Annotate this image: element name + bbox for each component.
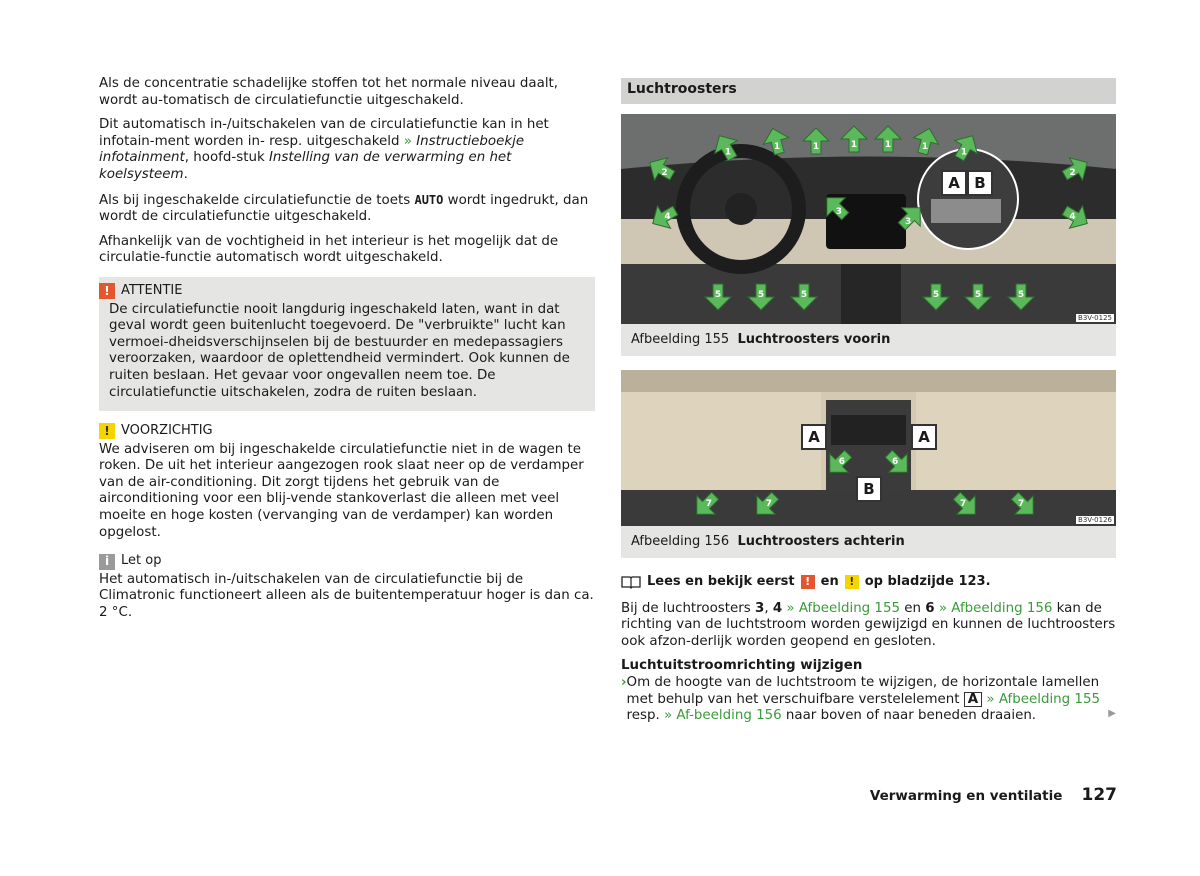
figure-link[interactable]: » Afbeelding 156 bbox=[934, 600, 1053, 616]
airflow-arrow-icon bbox=[1009, 490, 1039, 520]
text: . bbox=[183, 166, 188, 182]
book-icon bbox=[621, 575, 641, 589]
figure-link[interactable]: » Afbeelding 155 bbox=[782, 600, 900, 616]
section-title: Luchtroosters bbox=[621, 78, 1116, 104]
svg-text:7: 7 bbox=[1018, 499, 1025, 510]
svg-text:2: 2 bbox=[661, 168, 668, 178]
page-number: 127 bbox=[1081, 785, 1117, 805]
note-header bbox=[99, 553, 595, 570]
right-body bbox=[621, 574, 1116, 725]
svg-text:3: 3 bbox=[905, 216, 912, 227]
text: , hoofd-stuk bbox=[184, 150, 269, 166]
svg-text:4: 4 bbox=[664, 212, 671, 222]
element-a-label: A bbox=[964, 692, 982, 707]
paragraph bbox=[621, 601, 1116, 651]
figure-link[interactable]: » Afbeelding 155 bbox=[982, 691, 1100, 707]
left-column bbox=[99, 76, 595, 622]
continue-arrow-icon: ▶ bbox=[1108, 708, 1116, 719]
label-a: A bbox=[941, 170, 967, 196]
caution-text: We adviseren om bij ingeschakelde circulatiefunctie niet in de wagen te roken. De uit het interieur aangezogen rook slaat neer op de verdamper van de air-conditioning. Dit zorgt tijdens het gebruik van de airconditioning voor een blij-vende stankoverlast die alleen met veel moeite en hoge kosten (vervanging van de verdamper) kan worden opgelost. bbox=[99, 441, 584, 540]
airflow-arrow-icon bbox=[896, 202, 926, 232]
figure-number: Afbeelding 156 bbox=[631, 534, 730, 549]
svg-text:1: 1 bbox=[960, 147, 968, 158]
svg-text:3: 3 bbox=[835, 206, 842, 217]
airflow-arrow-icon bbox=[963, 282, 993, 312]
paragraph: Afhankelijk van de vochtigheid in het interieur is het mogelijk dat de circulatie-functie automatisch wordt uitgeschakeld. bbox=[99, 233, 559, 266]
image-code: B3V-0126 bbox=[1078, 516, 1112, 524]
caution-title: VOORZICHTIG bbox=[121, 423, 213, 439]
airflow-arrow-icon bbox=[801, 126, 831, 156]
vent-number: 3 bbox=[755, 600, 765, 616]
chapter-ref: Instelling van de verwarming en het koelsysteem bbox=[99, 150, 512, 182]
svg-text:4: 4 bbox=[1069, 212, 1076, 222]
figure-link[interactable]: » Af-beelding 156 bbox=[663, 708, 782, 724]
text: resp. bbox=[626, 708, 664, 724]
text: en bbox=[820, 574, 839, 589]
airflow-arrow-icon bbox=[951, 490, 981, 520]
vent-number: 6 bbox=[925, 600, 935, 616]
warning-icon: ! bbox=[99, 283, 115, 299]
figure-caption bbox=[621, 324, 1116, 356]
text: Dit automatisch in-/uitschakelen van de circulatiefunctie kan in het infotain-ment worden in- resp. uitgeschakeld bbox=[99, 117, 549, 149]
airflow-arrow-icon bbox=[873, 124, 903, 154]
airflow-arrow-icon bbox=[789, 282, 819, 312]
airflow-arrow-icon bbox=[646, 154, 676, 184]
svg-text:5: 5 bbox=[800, 290, 808, 300]
caution-header bbox=[99, 423, 595, 440]
paragraph: Als de concentratie schadelijke stoffen tot het normale niveau daalt, wordt au-tomatisch de circulatiefunctie uitgeschakeld. bbox=[99, 76, 559, 108]
airflow-arrow-icon bbox=[703, 282, 733, 312]
airflow-arrow-icon bbox=[1006, 282, 1036, 312]
svg-text:5: 5 bbox=[1017, 290, 1025, 300]
vent-number: 4 bbox=[772, 600, 783, 616]
svg-text:5: 5 bbox=[757, 290, 765, 300]
text: Bij de luchtroosters bbox=[621, 600, 755, 616]
text: wordt ingedrukt, dan wordt de circulatiefunctie uitgeschakeld. bbox=[99, 192, 589, 225]
label-b: B bbox=[856, 476, 882, 502]
figure-number: Afbeelding 155 bbox=[631, 332, 730, 347]
figure-title: Luchtroosters achterin bbox=[737, 534, 905, 549]
attention-title: ATTENTIE bbox=[121, 282, 183, 298]
airflow-arrow-icon bbox=[1061, 154, 1091, 184]
figure-title: Luchtroosters voorin bbox=[737, 332, 891, 347]
svg-text:5: 5 bbox=[974, 290, 982, 300]
auto-key: AUTO bbox=[414, 192, 444, 207]
svg-text:1: 1 bbox=[850, 140, 858, 150]
warning-icon: ! bbox=[801, 575, 815, 589]
page-footer bbox=[0, 785, 1117, 805]
note-text: Het automatisch in-/uitschakelen van de circulatiefunctie bij de Climatronic functioneert alleen als de buitentemperatuur hoger is dan ca. 2 °C. bbox=[99, 571, 594, 621]
text: Als bij ingeschakelde circulatiefunctie de toets bbox=[99, 192, 415, 208]
svg-text:5: 5 bbox=[714, 290, 722, 300]
front-dashboard-image bbox=[621, 114, 1116, 324]
airflow-arrow-icon bbox=[761, 126, 791, 156]
footer-section: Verwarming en ventilatie bbox=[869, 788, 1063, 804]
svg-text:5: 5 bbox=[932, 290, 940, 300]
airflow-arrow-icon bbox=[821, 192, 851, 222]
attention-text: De circulatiefunctie nooit langdurig ingeschakeld laten, want in dat geval wordt geen buitenlucht toegevoerd. De "verbruikte" lucht kan vermoei-dheidsverschijnselen bij de bestuurder en medepassagiers veroorzaken, waardoor de oplettendheid vermindert. Ook kunnen de ruiten beslaan. Het gevaar voor ongevallen neem toe. De circulatiefunctie uitschakelen, zodra de ruiten beslaan. bbox=[109, 301, 570, 400]
image-code: B3V-0125 bbox=[1078, 314, 1112, 322]
text: en bbox=[900, 600, 926, 616]
airflow-arrow-icon bbox=[824, 448, 854, 478]
svg-text:1: 1 bbox=[921, 141, 929, 152]
figure-156 bbox=[621, 370, 1116, 558]
svg-text:1: 1 bbox=[884, 140, 892, 150]
attention-header bbox=[99, 283, 585, 300]
label-a-left: A bbox=[801, 424, 827, 450]
list-item bbox=[621, 675, 1116, 725]
paragraph bbox=[99, 192, 595, 226]
airflow-arrow-icon bbox=[649, 202, 679, 232]
read-first-line bbox=[621, 574, 1116, 591]
airflow-arrow-icon bbox=[751, 490, 781, 520]
subheading: Luchtuitstroomrichting wijzigen bbox=[621, 658, 863, 674]
label-b: B bbox=[967, 170, 993, 196]
airflow-arrow-icon bbox=[883, 448, 913, 478]
airflow-arrow-icon bbox=[1061, 202, 1091, 232]
svg-text:1: 1 bbox=[773, 141, 781, 152]
text: op bladzijde 123. bbox=[864, 574, 991, 589]
airflow-arrow-icon bbox=[921, 282, 951, 312]
manual-ref: Instructieboekje infotainment bbox=[99, 133, 525, 166]
svg-text:1: 1 bbox=[724, 147, 732, 158]
svg-text:7: 7 bbox=[765, 499, 772, 510]
info-icon: i bbox=[99, 554, 115, 570]
list-item-text bbox=[627, 675, 1116, 725]
svg-text:2: 2 bbox=[1069, 168, 1076, 178]
chevron-right-icon: › bbox=[621, 674, 627, 690]
text: naar boven of naar beneden draaien. bbox=[781, 708, 1037, 724]
svg-text:7: 7 bbox=[960, 499, 967, 510]
ref-arrow[interactable]: » bbox=[403, 133, 417, 149]
svg-text:7: 7 bbox=[705, 499, 712, 510]
airflow-arrow-icon bbox=[746, 282, 776, 312]
text: Lees en bekijk eerst bbox=[647, 574, 795, 589]
svg-text:6: 6 bbox=[838, 457, 845, 468]
label-a-right: A bbox=[911, 424, 937, 450]
airflow-arrow-icon bbox=[711, 132, 741, 162]
attention-box bbox=[99, 277, 595, 411]
airflow-arrow-icon bbox=[691, 490, 721, 520]
airflow-arrow-icon bbox=[911, 126, 941, 156]
airflow-arrow-icon bbox=[951, 132, 981, 162]
text: , bbox=[764, 600, 773, 616]
right-column bbox=[621, 78, 1116, 725]
paragraph bbox=[99, 117, 595, 183]
note-title: Let op bbox=[121, 553, 162, 569]
caution-icon: ! bbox=[845, 575, 859, 589]
svg-text:1: 1 bbox=[812, 142, 820, 152]
text: kan de richting van de luchtstroom worden gewijzigd en kunnen de luchtroosters ook afzon-derlijk worden geopend en gesloten. bbox=[621, 600, 1116, 649]
text: Om de hoogte van de luchtstroom te wijzigen, de horizontale lamellen met behulp van het verschuifbare verstelelement bbox=[626, 674, 1100, 707]
figure-caption bbox=[621, 526, 1116, 558]
caution-icon: ! bbox=[99, 423, 115, 439]
svg-text:6: 6 bbox=[892, 457, 899, 468]
rear-vents-image bbox=[621, 370, 1116, 526]
airflow-arrow-icon bbox=[839, 124, 869, 154]
figure-155 bbox=[621, 114, 1116, 356]
